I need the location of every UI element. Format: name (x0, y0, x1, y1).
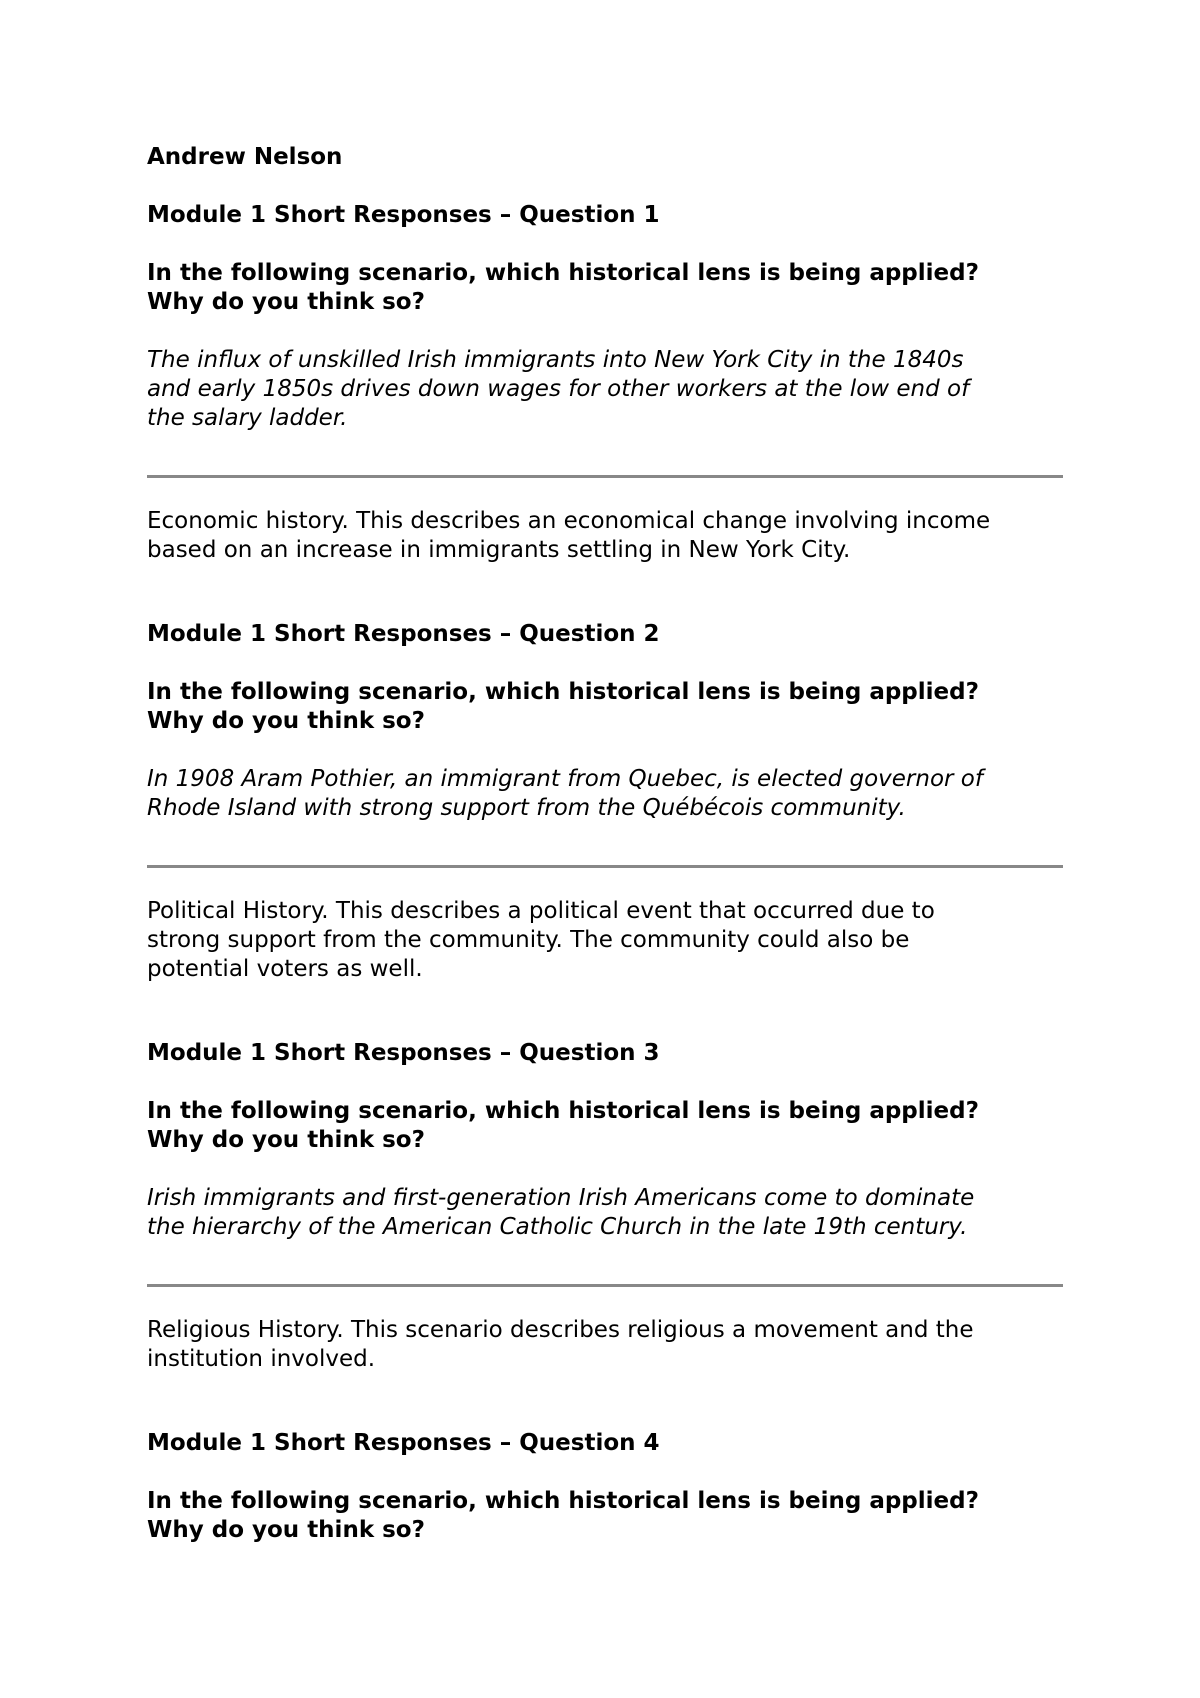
author-name: Andrew Nelson (147, 144, 343, 170)
question-4-prompt: In the following scenario, which historical lens is being applied? Why do you think so? (147, 1488, 979, 1543)
question-2-scenario: In 1908 Aram Pothier, an immigrant from Quebec, is elected governor of Rhode Island with strong support from the Québécois community. (147, 766, 983, 821)
question-4-heading: Module 1 Short Responses – Question 4 (147, 1430, 660, 1456)
answer-divider (147, 1284, 1063, 1287)
question-3-section (147, 1039, 1067, 1374)
question-4-section (147, 1429, 1067, 1545)
document-content (147, 143, 1067, 1574)
question-2-section (147, 620, 1067, 984)
question-2-prompt: In the following scenario, which historical lens is being applied? Why do you think so? (147, 679, 979, 734)
question-3-answer: Religious History. This scenario describes religious a movement and the institution involved. (147, 1317, 974, 1372)
question-1-heading: Module 1 Short Responses – Question 1 (147, 202, 660, 228)
question-2-answer: Political History. This describes a political event that occurred due to strong support from the community. The community could also be potential voters as well. (147, 898, 935, 982)
answer-divider (147, 865, 1063, 868)
question-2-heading: Module 1 Short Responses – Question 2 (147, 621, 660, 647)
question-3-prompt: In the following scenario, which historical lens is being applied? Why do you think so? (147, 1098, 979, 1153)
question-3-heading: Module 1 Short Responses – Question 3 (147, 1040, 660, 1066)
answer-divider (147, 475, 1063, 478)
question-1-prompt: In the following scenario, which historical lens is being applied? Why do you think so? (147, 260, 979, 315)
question-1-answer: Economic history. This describes an economical change involving income based on an increase in immigrants settling in New York City. (147, 508, 991, 563)
question-1-section (147, 201, 1067, 565)
question-3-scenario: Irish immigrants and first-generation Irish Americans come to dominate the hierarchy of the American Catholic Church in the late 19th century. (147, 1185, 975, 1240)
question-1-scenario: The influx of unskilled Irish immigrants into New York City in the 1840s and early 1850s drives down wages for other workers at the low end of the salary ladder. (147, 347, 970, 431)
